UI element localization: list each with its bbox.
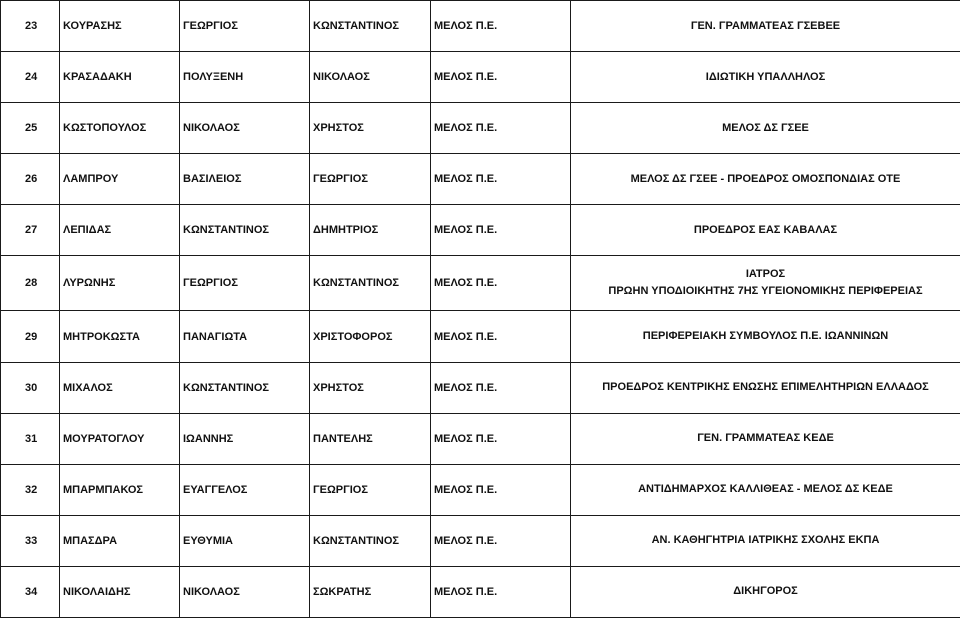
member-role: ΜΕΛΟΣ Π.Ε.	[431, 154, 571, 205]
member-description-line: ΔΙΚΗΓΟΡΟΣ	[733, 585, 798, 598]
member-description	[571, 362, 960, 413]
member-description	[571, 154, 960, 205]
member-first-name: ΠΟΛΥΞΕΝΗ	[180, 52, 310, 103]
member-description-line: ΜΕΛΟΣ ΔΣ ΓΣΕΕ - ΠΡΟΕΔΡΟΣ ΟΜΟΣΠΟΝΔΙΑΣ ΟΤΕ	[630, 172, 901, 185]
member-patronymic: ΚΩΝΣΤΑΝΤΙΝΟΣ	[310, 1, 431, 52]
member-description	[571, 566, 960, 617]
roster-body	[1, 1, 960, 618]
member-number: 24	[1, 52, 60, 103]
table-row	[1, 362, 960, 413]
member-last-name: ΛΑΜΠΡΟΥ	[60, 154, 180, 205]
member-description	[571, 205, 960, 256]
member-description-line: ΠΡΩΗΝ ΥΠΟΔΙΟΙΚΗΤΗΣ 7ΗΣ ΥΓΕΙΟΝΟΜΙΚΗΣ ΠΕΡΙΦΕΡΕΙΑΣ	[608, 285, 923, 298]
member-number: 31	[1, 413, 60, 464]
member-patronymic: ΔΗΜΗΤΡΙΟΣ	[310, 205, 431, 256]
member-first-name: ΝΙΚΟΛΑΟΣ	[180, 566, 310, 617]
member-first-name: ΓΕΩΡΓΙΟΣ	[180, 256, 310, 311]
member-description	[571, 103, 960, 154]
member-number: 32	[1, 464, 60, 515]
member-description-line: ΑΝ. ΚΑΘΗΓΗΤΡΙΑ ΙΑΤΡΙΚΗΣ ΣΧΟΛΗΣ ΕΚΠΑ	[651, 534, 880, 547]
member-role: ΜΕΛΟΣ Π.Ε.	[431, 464, 571, 515]
member-description-line: ΜΕΛΟΣ ΔΣ ΓΣΕΕ	[722, 121, 809, 134]
member-patronymic: ΚΩΝΣΤΑΝΤΙΝΟΣ	[310, 515, 431, 566]
member-last-name: ΚΩΣΤΟΠΟΥΛΟΣ	[60, 103, 180, 154]
member-patronymic: ΚΩΝΣΤΑΝΤΙΝΟΣ	[310, 256, 431, 311]
member-number: 34	[1, 566, 60, 617]
member-last-name: ΜΗΤΡΟΚΩΣΤΑ	[60, 311, 180, 362]
member-first-name: ΓΕΩΡΓΙΟΣ	[180, 1, 310, 52]
member-number: 30	[1, 362, 60, 413]
member-role: ΜΕΛΟΣ Π.Ε.	[431, 205, 571, 256]
table-row	[1, 464, 960, 515]
member-description-line: ΑΝΤΙΔΗΜΑΡΧΟΣ ΚΑΛΛΙΘΕΑΣ - ΜΕΛΟΣ ΔΣ ΚΕΔΕ	[638, 483, 893, 496]
member-description	[571, 311, 960, 362]
member-patronymic: ΧΡΗΣΤΟΣ	[310, 103, 431, 154]
member-role: ΜΕΛΟΣ Π.Ε.	[431, 256, 571, 311]
member-last-name: ΜΙΧΑΛΟΣ	[60, 362, 180, 413]
member-last-name: ΚΡΑΣΑΔΑΚΗ	[60, 52, 180, 103]
member-last-name: ΛΕΠΙΔΑΣ	[60, 205, 180, 256]
member-description-line: ΙΔΙΩΤΙΚΗ ΥΠΑΛΛΗΛΟΣ	[705, 70, 826, 83]
member-role: ΜΕΛΟΣ Π.Ε.	[431, 103, 571, 154]
member-description	[571, 1, 960, 52]
member-last-name: ΛΥΡΩΝΗΣ	[60, 256, 180, 311]
member-description	[571, 515, 960, 566]
member-first-name: ΕΥΑΓΓΕΛΟΣ	[180, 464, 310, 515]
table-row	[1, 515, 960, 566]
member-description	[571, 464, 960, 515]
member-description	[571, 256, 960, 311]
member-role: ΜΕΛΟΣ Π.Ε.	[431, 311, 571, 362]
member-role: ΜΕΛΟΣ Π.Ε.	[431, 566, 571, 617]
member-first-name: ΕΥΘΥΜΙΑ	[180, 515, 310, 566]
member-last-name: ΜΠΑΡΜΠΑΚΟΣ	[60, 464, 180, 515]
member-patronymic: ΧΡΗΣΤΟΣ	[310, 362, 431, 413]
member-description-line: ΠΡΟΕΔΡΟΣ ΚΕΝΤΡΙΚΗΣ ΕΝΩΣΗΣ ΕΠΙΜΕΛΗΤΗΡΙΩΝ ΕΛΛΑΔΟΣ	[602, 381, 929, 394]
table-row	[1, 1, 960, 52]
table-row	[1, 205, 960, 256]
member-number: 33	[1, 515, 60, 566]
table-row	[1, 103, 960, 154]
table-row	[1, 311, 960, 362]
member-patronymic: ΠΑΝΤΕΛΗΣ	[310, 413, 431, 464]
member-first-name: ΠΑΝΑΓΙΩΤΑ	[180, 311, 310, 362]
member-description-line: ΠΡΟΕΔΡΟΣ ΕΑΣ ΚΑΒΑΛΑΣ	[693, 223, 838, 236]
table-row	[1, 52, 960, 103]
member-last-name: ΝΙΚΟΛΑΙΔΗΣ	[60, 566, 180, 617]
member-patronymic: ΧΡΙΣΤΟΦΟΡΟΣ	[310, 311, 431, 362]
member-first-name: ΚΩΝΣΤΑΝΤΙΝΟΣ	[180, 205, 310, 256]
table-row	[1, 154, 960, 205]
member-number: 25	[1, 103, 60, 154]
member-first-name: ΝΙΚΟΛΑΟΣ	[180, 103, 310, 154]
member-description-line: ΠΕΡΙΦΕΡΕΙΑΚΗ ΣΥΜΒΟΥΛΟΣ Π.Ε. ΙΩΑΝΝΙΝΩΝ	[642, 330, 889, 342]
member-number: 26	[1, 154, 60, 205]
table-row	[1, 256, 960, 311]
member-first-name: ΚΩΝΣΤΑΝΤΙΝΟΣ	[180, 362, 310, 413]
member-role: ΜΕΛΟΣ Π.Ε.	[431, 413, 571, 464]
member-number: 28	[1, 256, 60, 311]
member-number: 27	[1, 205, 60, 256]
member-description-line: ΓΕΝ. ΓΡΑΜΜΑΤΕΑΣ ΓΣΕΒΕΕ	[690, 19, 841, 32]
member-description-line: ΙΑΤΡΟΣ	[745, 268, 786, 281]
member-patronymic: ΓΕΩΡΓΙΟΣ	[310, 154, 431, 205]
member-description	[571, 413, 960, 464]
member-last-name: ΜΟΥΡΑΤΟΓΛΟΥ	[60, 413, 180, 464]
member-role: ΜΕΛΟΣ Π.Ε.	[431, 515, 571, 566]
member-role: ΜΕΛΟΣ Π.Ε.	[431, 52, 571, 103]
member-description	[571, 52, 960, 103]
table-row	[1, 413, 960, 464]
member-role: ΜΕΛΟΣ Π.Ε.	[431, 1, 571, 52]
member-description-line: ΓΕΝ. ΓΡΑΜΜΑΤΕΑΣ ΚΕΔΕ	[697, 432, 834, 445]
member-last-name: ΚΟΥΡΑΣΗΣ	[60, 1, 180, 52]
member-patronymic: ΝΙΚΟΛΑΟΣ	[310, 52, 431, 103]
member-last-name: ΜΠΑΣΔΡΑ	[60, 515, 180, 566]
member-patronymic: ΓΕΩΡΓΙΟΣ	[310, 464, 431, 515]
member-role: ΜΕΛΟΣ Π.Ε.	[431, 362, 571, 413]
member-number: 29	[1, 311, 60, 362]
member-first-name: ΙΩΑΝΝΗΣ	[180, 413, 310, 464]
member-first-name: ΒΑΣΙΛΕΙΟΣ	[180, 154, 310, 205]
member-number: 23	[1, 1, 60, 52]
member-patronymic: ΣΩΚΡΑΤΗΣ	[310, 566, 431, 617]
table-row	[1, 566, 960, 617]
